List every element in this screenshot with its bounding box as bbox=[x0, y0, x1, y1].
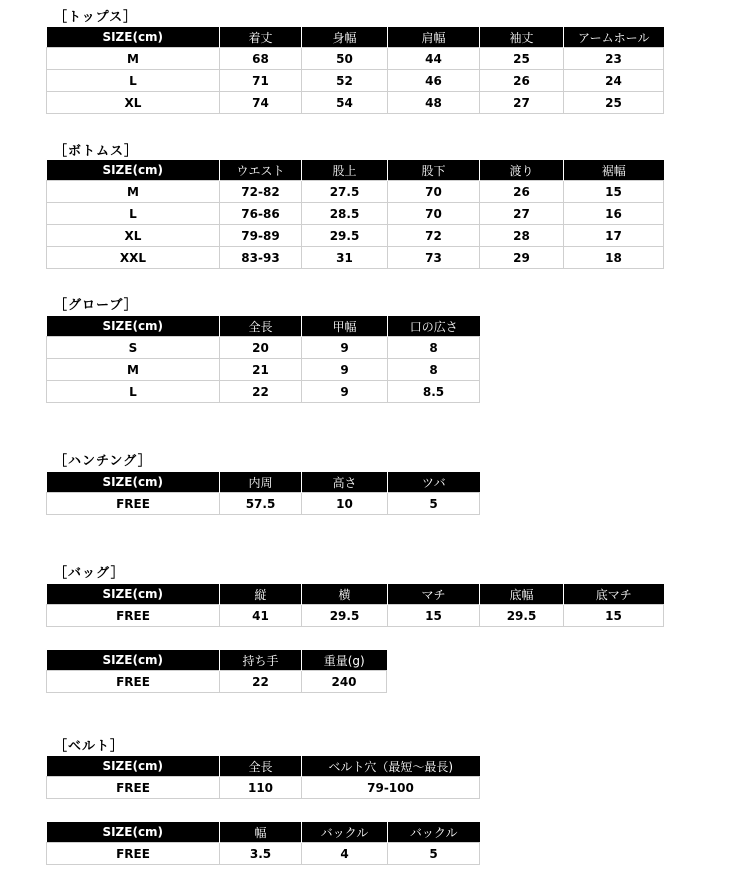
value-cell: 240 bbox=[302, 671, 387, 693]
table-header-row bbox=[47, 756, 480, 777]
value-cell: 72 bbox=[388, 225, 480, 247]
section-title-belt: ［ベルト］ bbox=[54, 739, 125, 754]
value-cell: 26 bbox=[480, 70, 564, 92]
table-row bbox=[47, 92, 664, 114]
column-header: ツバ bbox=[388, 472, 480, 493]
column-header: 持ち手 bbox=[220, 650, 302, 671]
value-cell: 50 bbox=[302, 48, 388, 70]
value-cell: 18 bbox=[564, 247, 664, 269]
size-table-hunting-cap bbox=[46, 472, 480, 515]
value-cell: 21 bbox=[220, 359, 302, 381]
value-cell: 9 bbox=[302, 381, 388, 403]
size-label-cell: M bbox=[47, 181, 220, 203]
table-row bbox=[47, 247, 664, 269]
size-table-bag-handle bbox=[46, 650, 387, 693]
column-header: 高さ bbox=[302, 472, 388, 493]
table-row bbox=[47, 48, 664, 70]
table-row bbox=[47, 70, 664, 92]
column-header: 裾幅 bbox=[564, 160, 664, 181]
value-cell: 110 bbox=[220, 777, 302, 799]
section-title-hunting-cap: ［ハンチング］ bbox=[54, 454, 152, 469]
column-header: SIZE(cm) bbox=[47, 584, 220, 605]
column-header: 身幅 bbox=[302, 27, 388, 48]
value-cell: 15 bbox=[564, 605, 664, 627]
column-header: 股上 bbox=[302, 160, 388, 181]
value-cell: 9 bbox=[302, 359, 388, 381]
size-label-cell: FREE bbox=[47, 671, 220, 693]
value-cell: 17 bbox=[564, 225, 664, 247]
value-cell: 8.5 bbox=[388, 381, 480, 403]
value-cell: 8 bbox=[388, 359, 480, 381]
size-table-gloves bbox=[46, 316, 480, 403]
value-cell: 15 bbox=[388, 605, 480, 627]
column-header: 袖丈 bbox=[480, 27, 564, 48]
table-row bbox=[47, 843, 480, 865]
value-cell: 74 bbox=[220, 92, 302, 114]
column-header: 股下 bbox=[388, 160, 480, 181]
size-label-cell: L bbox=[47, 381, 220, 403]
size-label-cell: XXL bbox=[47, 247, 220, 269]
size-table-bottoms bbox=[46, 160, 664, 269]
value-cell: 79-89 bbox=[220, 225, 302, 247]
value-cell: 41 bbox=[220, 605, 302, 627]
table-row bbox=[47, 203, 664, 225]
value-cell: 24 bbox=[564, 70, 664, 92]
value-cell: 22 bbox=[220, 381, 302, 403]
table-row bbox=[47, 493, 480, 515]
column-header: 着丈 bbox=[220, 27, 302, 48]
size-label-cell: M bbox=[47, 48, 220, 70]
value-cell: 4 bbox=[302, 843, 388, 865]
value-cell: 26 bbox=[480, 181, 564, 203]
value-cell: 29 bbox=[480, 247, 564, 269]
size-label-cell: XL bbox=[47, 225, 220, 247]
value-cell: 9 bbox=[302, 337, 388, 359]
value-cell: 29.5 bbox=[302, 605, 388, 627]
value-cell: 79-100 bbox=[302, 777, 480, 799]
column-header: マチ bbox=[388, 584, 480, 605]
column-header: 横 bbox=[302, 584, 388, 605]
table-header-row bbox=[47, 472, 480, 493]
column-header: 幅 bbox=[220, 822, 302, 843]
value-cell: 54 bbox=[302, 92, 388, 114]
column-header: 底マチ bbox=[564, 584, 664, 605]
value-cell: 25 bbox=[480, 48, 564, 70]
size-table-belt bbox=[46, 756, 480, 799]
table-row bbox=[47, 337, 480, 359]
value-cell: 23 bbox=[564, 48, 664, 70]
table-header-row bbox=[47, 27, 664, 48]
value-cell: 29.5 bbox=[480, 605, 564, 627]
table-header-row bbox=[47, 650, 387, 671]
table-row bbox=[47, 359, 480, 381]
table-row bbox=[47, 605, 664, 627]
column-header: 甲幅 bbox=[302, 316, 388, 337]
table-row bbox=[47, 671, 387, 693]
table-header-row bbox=[47, 316, 480, 337]
value-cell: 27.5 bbox=[302, 181, 388, 203]
column-header: 全長 bbox=[220, 316, 302, 337]
column-header: 底幅 bbox=[480, 584, 564, 605]
value-cell: 27 bbox=[480, 92, 564, 114]
value-cell: 25 bbox=[564, 92, 664, 114]
table-header-row bbox=[47, 160, 664, 181]
size-label-cell: FREE bbox=[47, 493, 220, 515]
column-header: SIZE(cm) bbox=[47, 650, 220, 671]
value-cell: 8 bbox=[388, 337, 480, 359]
column-header: アームホール bbox=[564, 27, 664, 48]
value-cell: 48 bbox=[388, 92, 480, 114]
size-table-belt-buckle bbox=[46, 822, 480, 865]
value-cell: 72-82 bbox=[220, 181, 302, 203]
column-header: SIZE(cm) bbox=[47, 822, 220, 843]
section-title-tops: ［トップス］ bbox=[54, 10, 138, 25]
value-cell: 83-93 bbox=[220, 247, 302, 269]
value-cell: 10 bbox=[302, 493, 388, 515]
section-title-gloves: ［グローブ］ bbox=[54, 298, 138, 313]
column-header: 口の広さ bbox=[388, 316, 480, 337]
size-label-cell: FREE bbox=[47, 843, 220, 865]
column-header: 肩幅 bbox=[388, 27, 480, 48]
value-cell: 70 bbox=[388, 181, 480, 203]
size-label-cell: M bbox=[47, 359, 220, 381]
column-header: 全長 bbox=[220, 756, 302, 777]
section-title-bag: ［バッグ］ bbox=[54, 566, 125, 581]
value-cell: 22 bbox=[220, 671, 302, 693]
column-header: 重量(g) bbox=[302, 650, 387, 671]
value-cell: 70 bbox=[388, 203, 480, 225]
value-cell: 76-86 bbox=[220, 203, 302, 225]
table-header-row bbox=[47, 822, 480, 843]
value-cell: 68 bbox=[220, 48, 302, 70]
value-cell: 20 bbox=[220, 337, 302, 359]
table-header-row bbox=[47, 584, 664, 605]
table-row bbox=[47, 777, 480, 799]
size-label-cell: L bbox=[47, 203, 220, 225]
column-header: ウエスト bbox=[220, 160, 302, 181]
value-cell: 15 bbox=[564, 181, 664, 203]
value-cell: 16 bbox=[564, 203, 664, 225]
column-header: SIZE(cm) bbox=[47, 160, 220, 181]
value-cell: 5 bbox=[388, 493, 480, 515]
column-header: 渡り bbox=[480, 160, 564, 181]
value-cell: 5 bbox=[388, 843, 480, 865]
value-cell: 28.5 bbox=[302, 203, 388, 225]
table-row bbox=[47, 225, 664, 247]
value-cell: 28 bbox=[480, 225, 564, 247]
value-cell: 27 bbox=[480, 203, 564, 225]
size-label-cell: L bbox=[47, 70, 220, 92]
column-header: SIZE(cm) bbox=[47, 316, 220, 337]
section-title-bottoms: ［ボトムス］ bbox=[54, 144, 139, 159]
value-cell: 71 bbox=[220, 70, 302, 92]
size-label-cell: XL bbox=[47, 92, 220, 114]
size-label-cell: FREE bbox=[47, 605, 220, 627]
value-cell: 57.5 bbox=[220, 493, 302, 515]
value-cell: 3.5 bbox=[220, 843, 302, 865]
size-table-tops bbox=[46, 27, 664, 114]
value-cell: 52 bbox=[302, 70, 388, 92]
size-label-cell: FREE bbox=[47, 777, 220, 799]
size-label-cell: S bbox=[47, 337, 220, 359]
value-cell: 44 bbox=[388, 48, 480, 70]
column-header: SIZE(cm) bbox=[47, 27, 220, 48]
value-cell: 73 bbox=[388, 247, 480, 269]
table-row bbox=[47, 381, 480, 403]
column-header: 縦 bbox=[220, 584, 302, 605]
value-cell: 46 bbox=[388, 70, 480, 92]
column-header: SIZE(cm) bbox=[47, 472, 220, 493]
size-table-bag bbox=[46, 584, 664, 627]
value-cell: 31 bbox=[302, 247, 388, 269]
column-header: ベルト穴（最短～最長) bbox=[302, 756, 480, 777]
column-header: 内周 bbox=[220, 472, 302, 493]
value-cell: 29.5 bbox=[302, 225, 388, 247]
column-header: SIZE(cm) bbox=[47, 756, 220, 777]
column-header: バックル bbox=[302, 822, 388, 843]
table-row bbox=[47, 181, 664, 203]
column-header: バックル bbox=[388, 822, 480, 843]
